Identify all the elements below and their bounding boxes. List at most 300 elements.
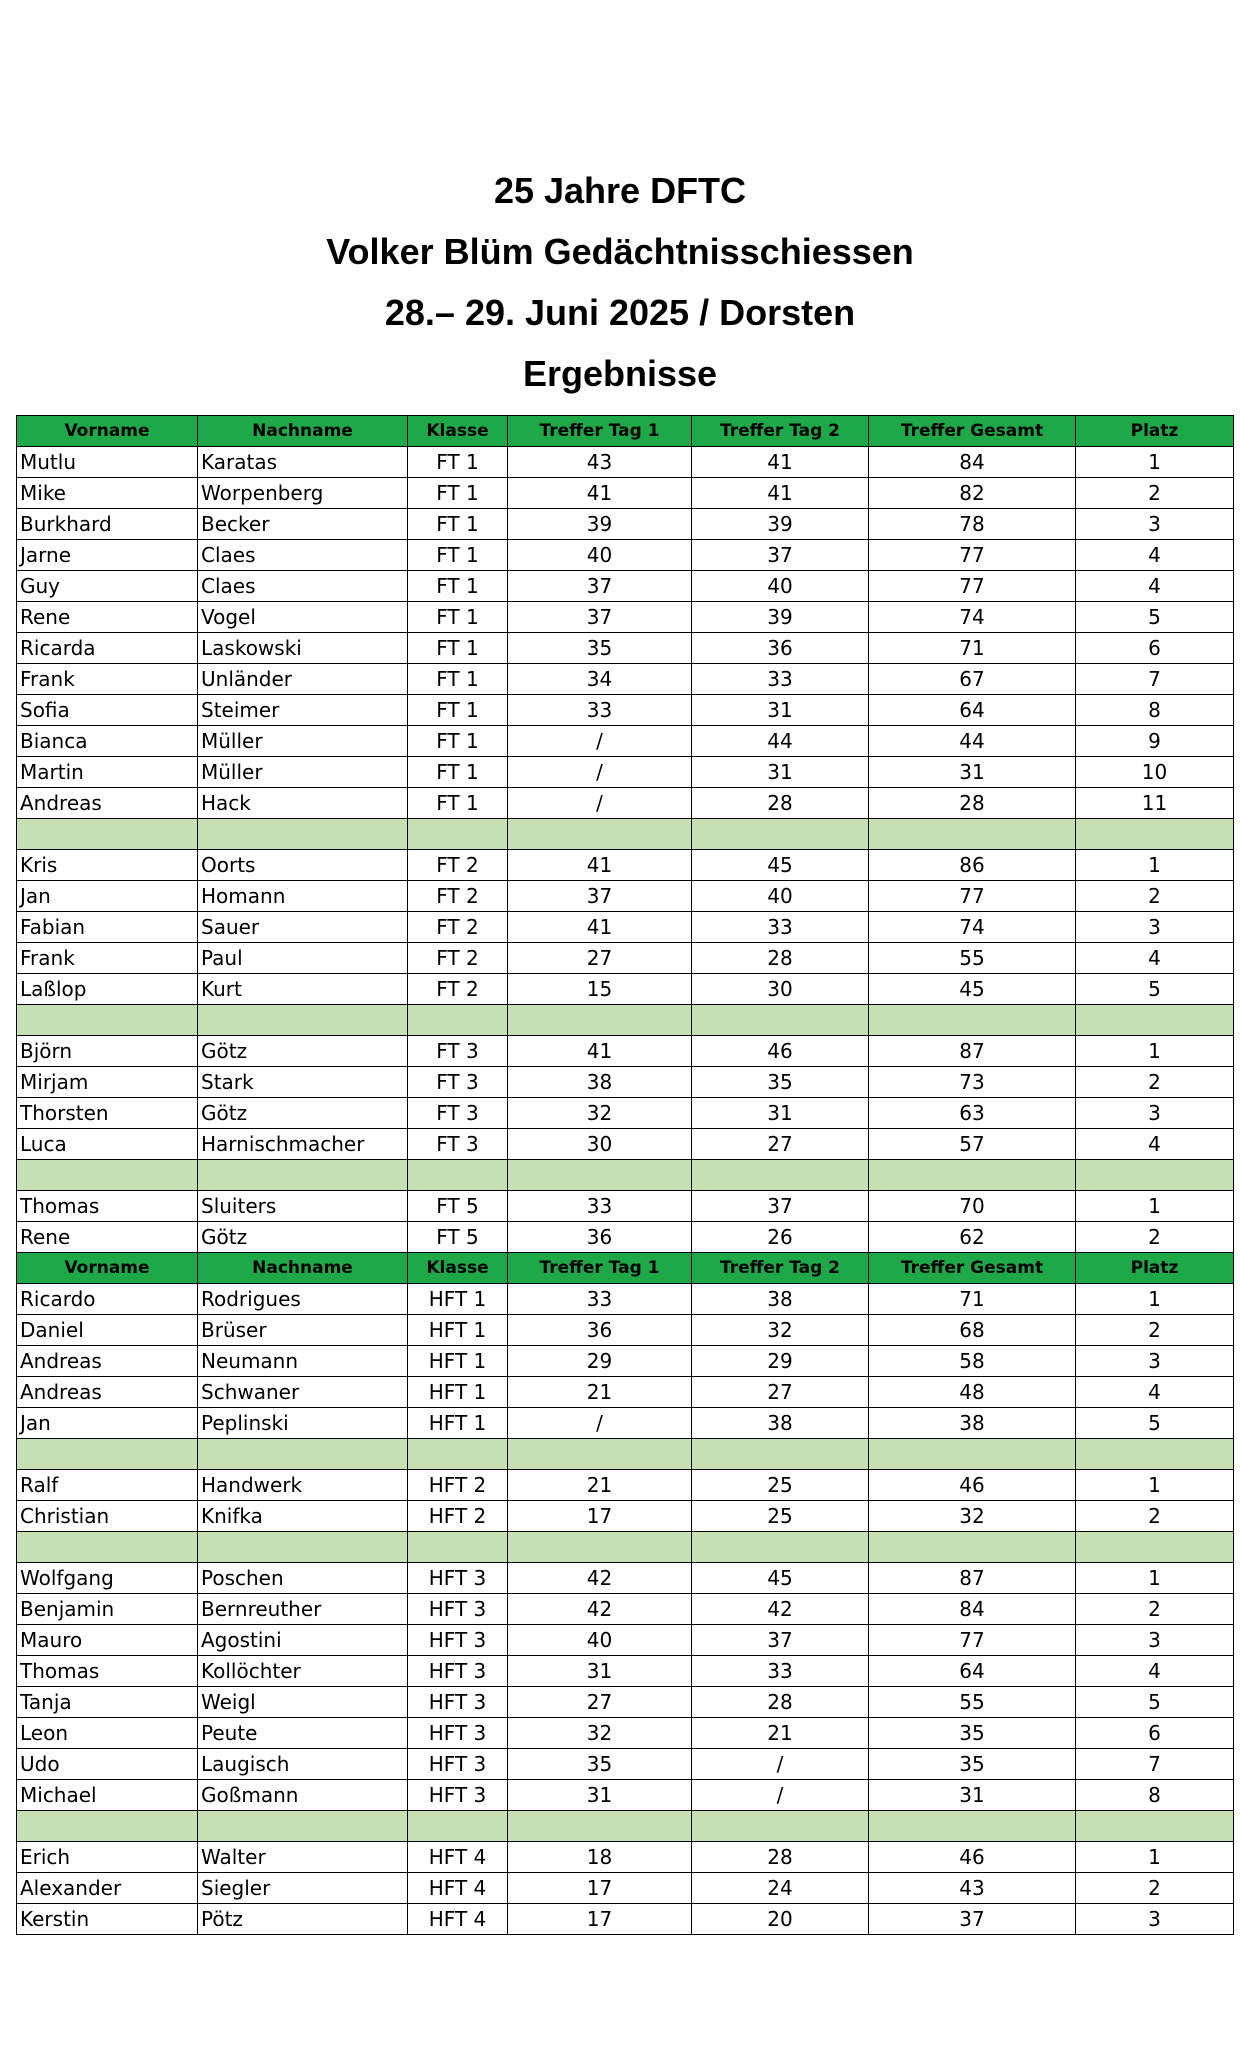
table-row xyxy=(17,633,1234,664)
cell-nachname: Peplinski xyxy=(198,1408,408,1439)
cell-treffer-tag-1: 18 xyxy=(508,1842,692,1873)
column-header-treffer-tag-2: Treffer Tag 2 xyxy=(692,1253,869,1284)
column-header-platz: Platz xyxy=(1076,416,1234,447)
cell-treffer-gesamt: 84 xyxy=(869,1594,1076,1625)
column-header-vorname: Vorname xyxy=(17,416,198,447)
cell-treffer-tag-2: 35 xyxy=(692,1067,869,1098)
cell-klasse: HFT 1 xyxy=(408,1284,508,1315)
cell-vorname: Tanja xyxy=(17,1687,198,1718)
cell-treffer-tag-2: 41 xyxy=(692,478,869,509)
separator-cell xyxy=(1076,819,1234,850)
cell-treffer-gesamt: 86 xyxy=(869,850,1076,881)
separator-cell xyxy=(869,1439,1076,1470)
cell-klasse: FT 5 xyxy=(408,1191,508,1222)
cell-treffer-tag-1: 40 xyxy=(508,1625,692,1656)
cell-klasse: FT 1 xyxy=(408,571,508,602)
cell-treffer-gesamt: 46 xyxy=(869,1842,1076,1873)
cell-treffer-tag-1: 41 xyxy=(508,478,692,509)
cell-treffer-gesamt: 45 xyxy=(869,974,1076,1005)
separator-cell xyxy=(869,1005,1076,1036)
cell-nachname: Götz xyxy=(198,1098,408,1129)
cell-platz: 4 xyxy=(1076,571,1234,602)
cell-nachname: Sluiters xyxy=(198,1191,408,1222)
cell-treffer-gesamt: 82 xyxy=(869,478,1076,509)
separator-cell xyxy=(198,1005,408,1036)
cell-treffer-tag-2: 42 xyxy=(692,1594,869,1625)
cell-treffer-tag-1: / xyxy=(508,757,692,788)
cell-platz: 3 xyxy=(1076,1346,1234,1377)
cell-klasse: FT 2 xyxy=(408,850,508,881)
cell-nachname: Siegler xyxy=(198,1873,408,1904)
cell-treffer-tag-1: 35 xyxy=(508,1749,692,1780)
cell-klasse: HFT 4 xyxy=(408,1873,508,1904)
separator-cell xyxy=(508,1160,692,1191)
cell-nachname: Peute xyxy=(198,1718,408,1749)
table-row xyxy=(17,1470,1234,1501)
separator-cell xyxy=(198,1160,408,1191)
cell-treffer-tag-2: 28 xyxy=(692,788,869,819)
cell-vorname: Christian xyxy=(17,1501,198,1532)
cell-treffer-tag-2: 31 xyxy=(692,695,869,726)
cell-platz: 2 xyxy=(1076,1315,1234,1346)
table-row xyxy=(17,1284,1234,1315)
cell-klasse: FT 2 xyxy=(408,943,508,974)
cell-vorname: Rene xyxy=(17,602,198,633)
title-line-2: Volker Blüm Gedächtnisschiessen xyxy=(326,231,914,272)
cell-treffer-tag-1: 39 xyxy=(508,509,692,540)
cell-vorname: Jan xyxy=(17,1408,198,1439)
table-row xyxy=(17,881,1234,912)
table-row xyxy=(17,912,1234,943)
group-separator-row xyxy=(17,819,1234,850)
table-row xyxy=(17,1191,1234,1222)
separator-cell xyxy=(869,1160,1076,1191)
cell-nachname: Knifka xyxy=(198,1501,408,1532)
table-row xyxy=(17,943,1234,974)
title-line-3: 28.– 29. Juni 2025 / Dorsten xyxy=(384,292,856,333)
cell-treffer-gesamt: 78 xyxy=(869,509,1076,540)
cell-treffer-tag-2: 40 xyxy=(692,571,869,602)
group-separator-row xyxy=(17,1811,1234,1842)
cell-platz: 8 xyxy=(1076,695,1234,726)
cell-treffer-tag-1: 33 xyxy=(508,695,692,726)
cell-treffer-tag-1: 36 xyxy=(508,1315,692,1346)
cell-klasse: FT 1 xyxy=(408,602,508,633)
cell-platz: 5 xyxy=(1076,974,1234,1005)
cell-nachname: Rodrigues xyxy=(198,1284,408,1315)
cell-vorname: Daniel xyxy=(17,1315,198,1346)
cell-klasse: HFT 3 xyxy=(408,1563,508,1594)
cell-vorname: Andreas xyxy=(17,1346,198,1377)
separator-cell xyxy=(869,1532,1076,1563)
cell-treffer-tag-1: / xyxy=(508,1408,692,1439)
table-row xyxy=(17,602,1234,633)
group-separator-row xyxy=(17,1160,1234,1191)
cell-platz: 1 xyxy=(1076,850,1234,881)
cell-treffer-gesamt: 48 xyxy=(869,1377,1076,1408)
cell-treffer-gesamt: 31 xyxy=(869,757,1076,788)
cell-nachname: Karatas xyxy=(198,447,408,478)
separator-cell xyxy=(508,819,692,850)
separator-cell xyxy=(508,1439,692,1470)
cell-vorname: Frank xyxy=(17,943,198,974)
cell-klasse: HFT 3 xyxy=(408,1780,508,1811)
cell-nachname: Laskowski xyxy=(198,633,408,664)
cell-vorname: Laßlop xyxy=(17,974,198,1005)
cell-treffer-tag-2: 44 xyxy=(692,726,869,757)
cell-nachname: Hack xyxy=(198,788,408,819)
cell-treffer-tag-2: 38 xyxy=(692,1284,869,1315)
column-header-treffer-tag-2: Treffer Tag 2 xyxy=(692,416,869,447)
cell-treffer-gesamt: 44 xyxy=(869,726,1076,757)
cell-treffer-gesamt: 35 xyxy=(869,1749,1076,1780)
separator-cell xyxy=(408,1005,508,1036)
cell-treffer-gesamt: 31 xyxy=(869,1780,1076,1811)
cell-treffer-gesamt: 77 xyxy=(869,1625,1076,1656)
cell-platz: 2 xyxy=(1076,1873,1234,1904)
cell-klasse: HFT 3 xyxy=(408,1656,508,1687)
cell-klasse: FT 3 xyxy=(408,1036,508,1067)
cell-treffer-tag-1: 37 xyxy=(508,881,692,912)
separator-cell xyxy=(17,1532,198,1563)
title-line-1: 25 Jahre DFTC xyxy=(493,170,747,211)
separator-cell xyxy=(508,1532,692,1563)
cell-treffer-tag-1: 36 xyxy=(508,1222,692,1253)
cell-platz: 9 xyxy=(1076,726,1234,757)
cell-treffer-tag-1: 27 xyxy=(508,943,692,974)
cell-treffer-tag-2: 36 xyxy=(692,633,869,664)
cell-klasse: HFT 1 xyxy=(408,1408,508,1439)
cell-vorname: Mutlu xyxy=(17,447,198,478)
cell-vorname: Andreas xyxy=(17,1377,198,1408)
cell-klasse: FT 5 xyxy=(408,1222,508,1253)
cell-treffer-gesamt: 32 xyxy=(869,1501,1076,1532)
cell-platz: 2 xyxy=(1076,478,1234,509)
cell-nachname: Stark xyxy=(198,1067,408,1098)
cell-treffer-gesamt: 64 xyxy=(869,695,1076,726)
separator-cell xyxy=(1076,1532,1234,1563)
table-row xyxy=(17,447,1234,478)
cell-treffer-tag-2: 33 xyxy=(692,1656,869,1687)
table-row xyxy=(17,695,1234,726)
group-separator-row xyxy=(17,1439,1234,1470)
cell-platz: 11 xyxy=(1076,788,1234,819)
table-row xyxy=(17,1904,1234,1935)
cell-treffer-gesamt: 84 xyxy=(869,447,1076,478)
cell-treffer-tag-1: 42 xyxy=(508,1594,692,1625)
column-header-treffer-gesamt: Treffer Gesamt xyxy=(869,416,1076,447)
cell-treffer-tag-2: 30 xyxy=(692,974,869,1005)
cell-vorname: Leon xyxy=(17,1718,198,1749)
cell-klasse: FT 1 xyxy=(408,664,508,695)
cell-nachname: Vogel xyxy=(198,602,408,633)
cell-nachname: Oorts xyxy=(198,850,408,881)
separator-cell xyxy=(1076,1005,1234,1036)
cell-klasse: HFT 4 xyxy=(408,1904,508,1935)
cell-treffer-gesamt: 57 xyxy=(869,1129,1076,1160)
cell-vorname: Björn xyxy=(17,1036,198,1067)
cell-treffer-tag-1: 29 xyxy=(508,1346,692,1377)
cell-nachname: Claes xyxy=(198,540,408,571)
cell-nachname: Steimer xyxy=(198,695,408,726)
cell-platz: 2 xyxy=(1076,1067,1234,1098)
separator-cell xyxy=(692,1439,869,1470)
table-row xyxy=(17,664,1234,695)
cell-vorname: Jan xyxy=(17,881,198,912)
cell-platz: 3 xyxy=(1076,509,1234,540)
results-table-body xyxy=(17,416,1234,1935)
cell-platz: 4 xyxy=(1076,1129,1234,1160)
cell-treffer-tag-2: 37 xyxy=(692,1191,869,1222)
cell-treffer-gesamt: 71 xyxy=(869,633,1076,664)
cell-treffer-tag-1: 17 xyxy=(508,1873,692,1904)
cell-treffer-tag-1: 41 xyxy=(508,850,692,881)
cell-vorname: Ralf xyxy=(17,1470,198,1501)
cell-treffer-tag-1: / xyxy=(508,726,692,757)
table-row xyxy=(17,1036,1234,1067)
cell-platz: 3 xyxy=(1076,1098,1234,1129)
table-row xyxy=(17,850,1234,881)
cell-vorname: Mike xyxy=(17,478,198,509)
cell-nachname: Goßmann xyxy=(198,1780,408,1811)
cell-treffer-gesamt: 37 xyxy=(869,1904,1076,1935)
cell-klasse: HFT 1 xyxy=(408,1315,508,1346)
cell-klasse: FT 1 xyxy=(408,540,508,571)
cell-vorname: Benjamin xyxy=(17,1594,198,1625)
cell-treffer-tag-2: 39 xyxy=(692,602,869,633)
cell-treffer-gesamt: 74 xyxy=(869,602,1076,633)
cell-treffer-gesamt: 71 xyxy=(869,1284,1076,1315)
cell-treffer-tag-2: 37 xyxy=(692,1625,869,1656)
cell-platz: 1 xyxy=(1076,447,1234,478)
cell-treffer-tag-2: 26 xyxy=(692,1222,869,1253)
cell-klasse: FT 1 xyxy=(408,726,508,757)
cell-platz: 2 xyxy=(1076,1222,1234,1253)
cell-treffer-tag-1: 17 xyxy=(508,1501,692,1532)
cell-klasse: FT 2 xyxy=(408,881,508,912)
column-header-vorname: Vorname xyxy=(17,1253,198,1284)
cell-treffer-gesamt: 58 xyxy=(869,1346,1076,1377)
column-header-klasse: Klasse xyxy=(408,416,508,447)
separator-cell xyxy=(508,1005,692,1036)
cell-platz: 3 xyxy=(1076,1904,1234,1935)
cell-vorname: Ricarda xyxy=(17,633,198,664)
cell-platz: 6 xyxy=(1076,1718,1234,1749)
cell-platz: 5 xyxy=(1076,1687,1234,1718)
cell-vorname: Andreas xyxy=(17,788,198,819)
cell-treffer-gesamt: 73 xyxy=(869,1067,1076,1098)
table-row xyxy=(17,571,1234,602)
column-header-nachname: Nachname xyxy=(198,1253,408,1284)
cell-nachname: Müller xyxy=(198,757,408,788)
cell-vorname: Thomas xyxy=(17,1656,198,1687)
cell-nachname: Bernreuther xyxy=(198,1594,408,1625)
cell-treffer-tag-2: 21 xyxy=(692,1718,869,1749)
table-row xyxy=(17,1842,1234,1873)
separator-cell xyxy=(692,1160,869,1191)
cell-treffer-gesamt: 67 xyxy=(869,664,1076,695)
cell-nachname: Homann xyxy=(198,881,408,912)
separator-cell xyxy=(692,1005,869,1036)
table-row xyxy=(17,1656,1234,1687)
table-row xyxy=(17,1408,1234,1439)
column-header-treffer-gesamt: Treffer Gesamt xyxy=(869,1253,1076,1284)
cell-treffer-tag-2: 41 xyxy=(692,447,869,478)
cell-treffer-tag-2: 39 xyxy=(692,509,869,540)
cell-platz: 1 xyxy=(1076,1842,1234,1873)
cell-treffer-tag-1: 41 xyxy=(508,1036,692,1067)
cell-nachname: Weigl xyxy=(198,1687,408,1718)
cell-platz: 2 xyxy=(1076,881,1234,912)
cell-vorname: Guy xyxy=(17,571,198,602)
cell-platz: 6 xyxy=(1076,633,1234,664)
cell-nachname: Sauer xyxy=(198,912,408,943)
cell-platz: 7 xyxy=(1076,664,1234,695)
separator-cell xyxy=(692,819,869,850)
group-separator-row xyxy=(17,1532,1234,1563)
column-header-treffer-tag-1: Treffer Tag 1 xyxy=(508,416,692,447)
cell-treffer-tag-2: 28 xyxy=(692,1842,869,1873)
cell-vorname: Rene xyxy=(17,1222,198,1253)
title-line-4: Ergebnisse xyxy=(522,353,718,394)
cell-vorname: Bianca xyxy=(17,726,198,757)
table-row xyxy=(17,1718,1234,1749)
cell-platz: 7 xyxy=(1076,1749,1234,1780)
cell-klasse: FT 1 xyxy=(408,509,508,540)
document-title-block xyxy=(0,160,1240,404)
cell-treffer-tag-2: 45 xyxy=(692,850,869,881)
table-row xyxy=(17,788,1234,819)
cell-vorname: Sofia xyxy=(17,695,198,726)
cell-treffer-tag-1: 34 xyxy=(508,664,692,695)
table-row xyxy=(17,1749,1234,1780)
table-row xyxy=(17,1501,1234,1532)
table-header-row xyxy=(17,416,1234,447)
cell-treffer-gesamt: 77 xyxy=(869,540,1076,571)
table-row xyxy=(17,1625,1234,1656)
separator-cell xyxy=(17,1811,198,1842)
cell-klasse: FT 3 xyxy=(408,1129,508,1160)
cell-klasse: FT 2 xyxy=(408,974,508,1005)
cell-platz: 1 xyxy=(1076,1563,1234,1594)
cell-vorname: Mirjam xyxy=(17,1067,198,1098)
separator-cell xyxy=(408,1811,508,1842)
cell-treffer-gesamt: 35 xyxy=(869,1718,1076,1749)
cell-vorname: Martin xyxy=(17,757,198,788)
cell-klasse: FT 1 xyxy=(408,633,508,664)
cell-vorname: Erich xyxy=(17,1842,198,1873)
table-row xyxy=(17,1780,1234,1811)
column-header-klasse: Klasse xyxy=(408,1253,508,1284)
column-header-nachname: Nachname xyxy=(198,416,408,447)
cell-nachname: Harnischmacher xyxy=(198,1129,408,1160)
cell-platz: 1 xyxy=(1076,1284,1234,1315)
cell-klasse: FT 2 xyxy=(408,912,508,943)
cell-treffer-tag-1: 41 xyxy=(508,912,692,943)
cell-treffer-tag-2: 46 xyxy=(692,1036,869,1067)
results-table xyxy=(16,415,1234,1935)
cell-klasse: FT 1 xyxy=(408,757,508,788)
cell-vorname: Wolfgang xyxy=(17,1563,198,1594)
cell-platz: 10 xyxy=(1076,757,1234,788)
cell-klasse: HFT 2 xyxy=(408,1470,508,1501)
cell-vorname: Mauro xyxy=(17,1625,198,1656)
cell-treffer-gesamt: 43 xyxy=(869,1873,1076,1904)
cell-platz: 1 xyxy=(1076,1036,1234,1067)
separator-cell xyxy=(408,1160,508,1191)
cell-platz: 1 xyxy=(1076,1191,1234,1222)
cell-treffer-tag-1: 21 xyxy=(508,1470,692,1501)
cell-nachname: Poschen xyxy=(198,1563,408,1594)
cell-platz: 8 xyxy=(1076,1780,1234,1811)
cell-nachname: Götz xyxy=(198,1036,408,1067)
cell-treffer-tag-1: / xyxy=(508,788,692,819)
cell-platz: 4 xyxy=(1076,943,1234,974)
cell-vorname: Frank xyxy=(17,664,198,695)
separator-cell xyxy=(1076,1160,1234,1191)
cell-treffer-tag-1: 33 xyxy=(508,1284,692,1315)
cell-vorname: Fabian xyxy=(17,912,198,943)
separator-cell xyxy=(198,1439,408,1470)
cell-treffer-tag-2: / xyxy=(692,1749,869,1780)
cell-nachname: Kollöchter xyxy=(198,1656,408,1687)
cell-treffer-tag-1: 42 xyxy=(508,1563,692,1594)
cell-treffer-gesamt: 74 xyxy=(869,912,1076,943)
cell-platz: 2 xyxy=(1076,1594,1234,1625)
cell-klasse: HFT 3 xyxy=(408,1718,508,1749)
table-row xyxy=(17,1098,1234,1129)
cell-nachname: Unländer xyxy=(198,664,408,695)
separator-cell xyxy=(17,1160,198,1191)
cell-treffer-tag-2: / xyxy=(692,1780,869,1811)
cell-nachname: Kurt xyxy=(198,974,408,1005)
cell-vorname: Burkhard xyxy=(17,509,198,540)
cell-treffer-tag-2: 33 xyxy=(692,912,869,943)
separator-cell xyxy=(1076,1811,1234,1842)
cell-vorname: Jarne xyxy=(17,540,198,571)
cell-treffer-tag-2: 28 xyxy=(692,1687,869,1718)
cell-treffer-gesamt: 55 xyxy=(869,1687,1076,1718)
cell-nachname: Laugisch xyxy=(198,1749,408,1780)
cell-vorname: Ricardo xyxy=(17,1284,198,1315)
cell-klasse: FT 3 xyxy=(408,1067,508,1098)
cell-treffer-tag-1: 31 xyxy=(508,1656,692,1687)
cell-treffer-tag-1: 21 xyxy=(508,1377,692,1408)
cell-klasse: HFT 2 xyxy=(408,1501,508,1532)
cell-nachname: Götz xyxy=(198,1222,408,1253)
separator-cell xyxy=(408,1439,508,1470)
cell-vorname: Udo xyxy=(17,1749,198,1780)
cell-vorname: Kris xyxy=(17,850,198,881)
cell-treffer-tag-1: 35 xyxy=(508,633,692,664)
cell-treffer-gesamt: 77 xyxy=(869,881,1076,912)
cell-treffer-tag-2: 31 xyxy=(692,1098,869,1129)
cell-platz: 5 xyxy=(1076,1408,1234,1439)
cell-platz: 3 xyxy=(1076,912,1234,943)
cell-treffer-tag-1: 30 xyxy=(508,1129,692,1160)
cell-treffer-gesamt: 28 xyxy=(869,788,1076,819)
cell-treffer-tag-1: 37 xyxy=(508,602,692,633)
cell-treffer-tag-1: 15 xyxy=(508,974,692,1005)
table-row xyxy=(17,1067,1234,1098)
cell-klasse: FT 1 xyxy=(408,695,508,726)
cell-treffer-tag-2: 33 xyxy=(692,664,869,695)
cell-treffer-tag-2: 40 xyxy=(692,881,869,912)
table-row xyxy=(17,1346,1234,1377)
cell-treffer-tag-2: 37 xyxy=(692,540,869,571)
table-row xyxy=(17,509,1234,540)
cell-vorname: Thorsten xyxy=(17,1098,198,1129)
